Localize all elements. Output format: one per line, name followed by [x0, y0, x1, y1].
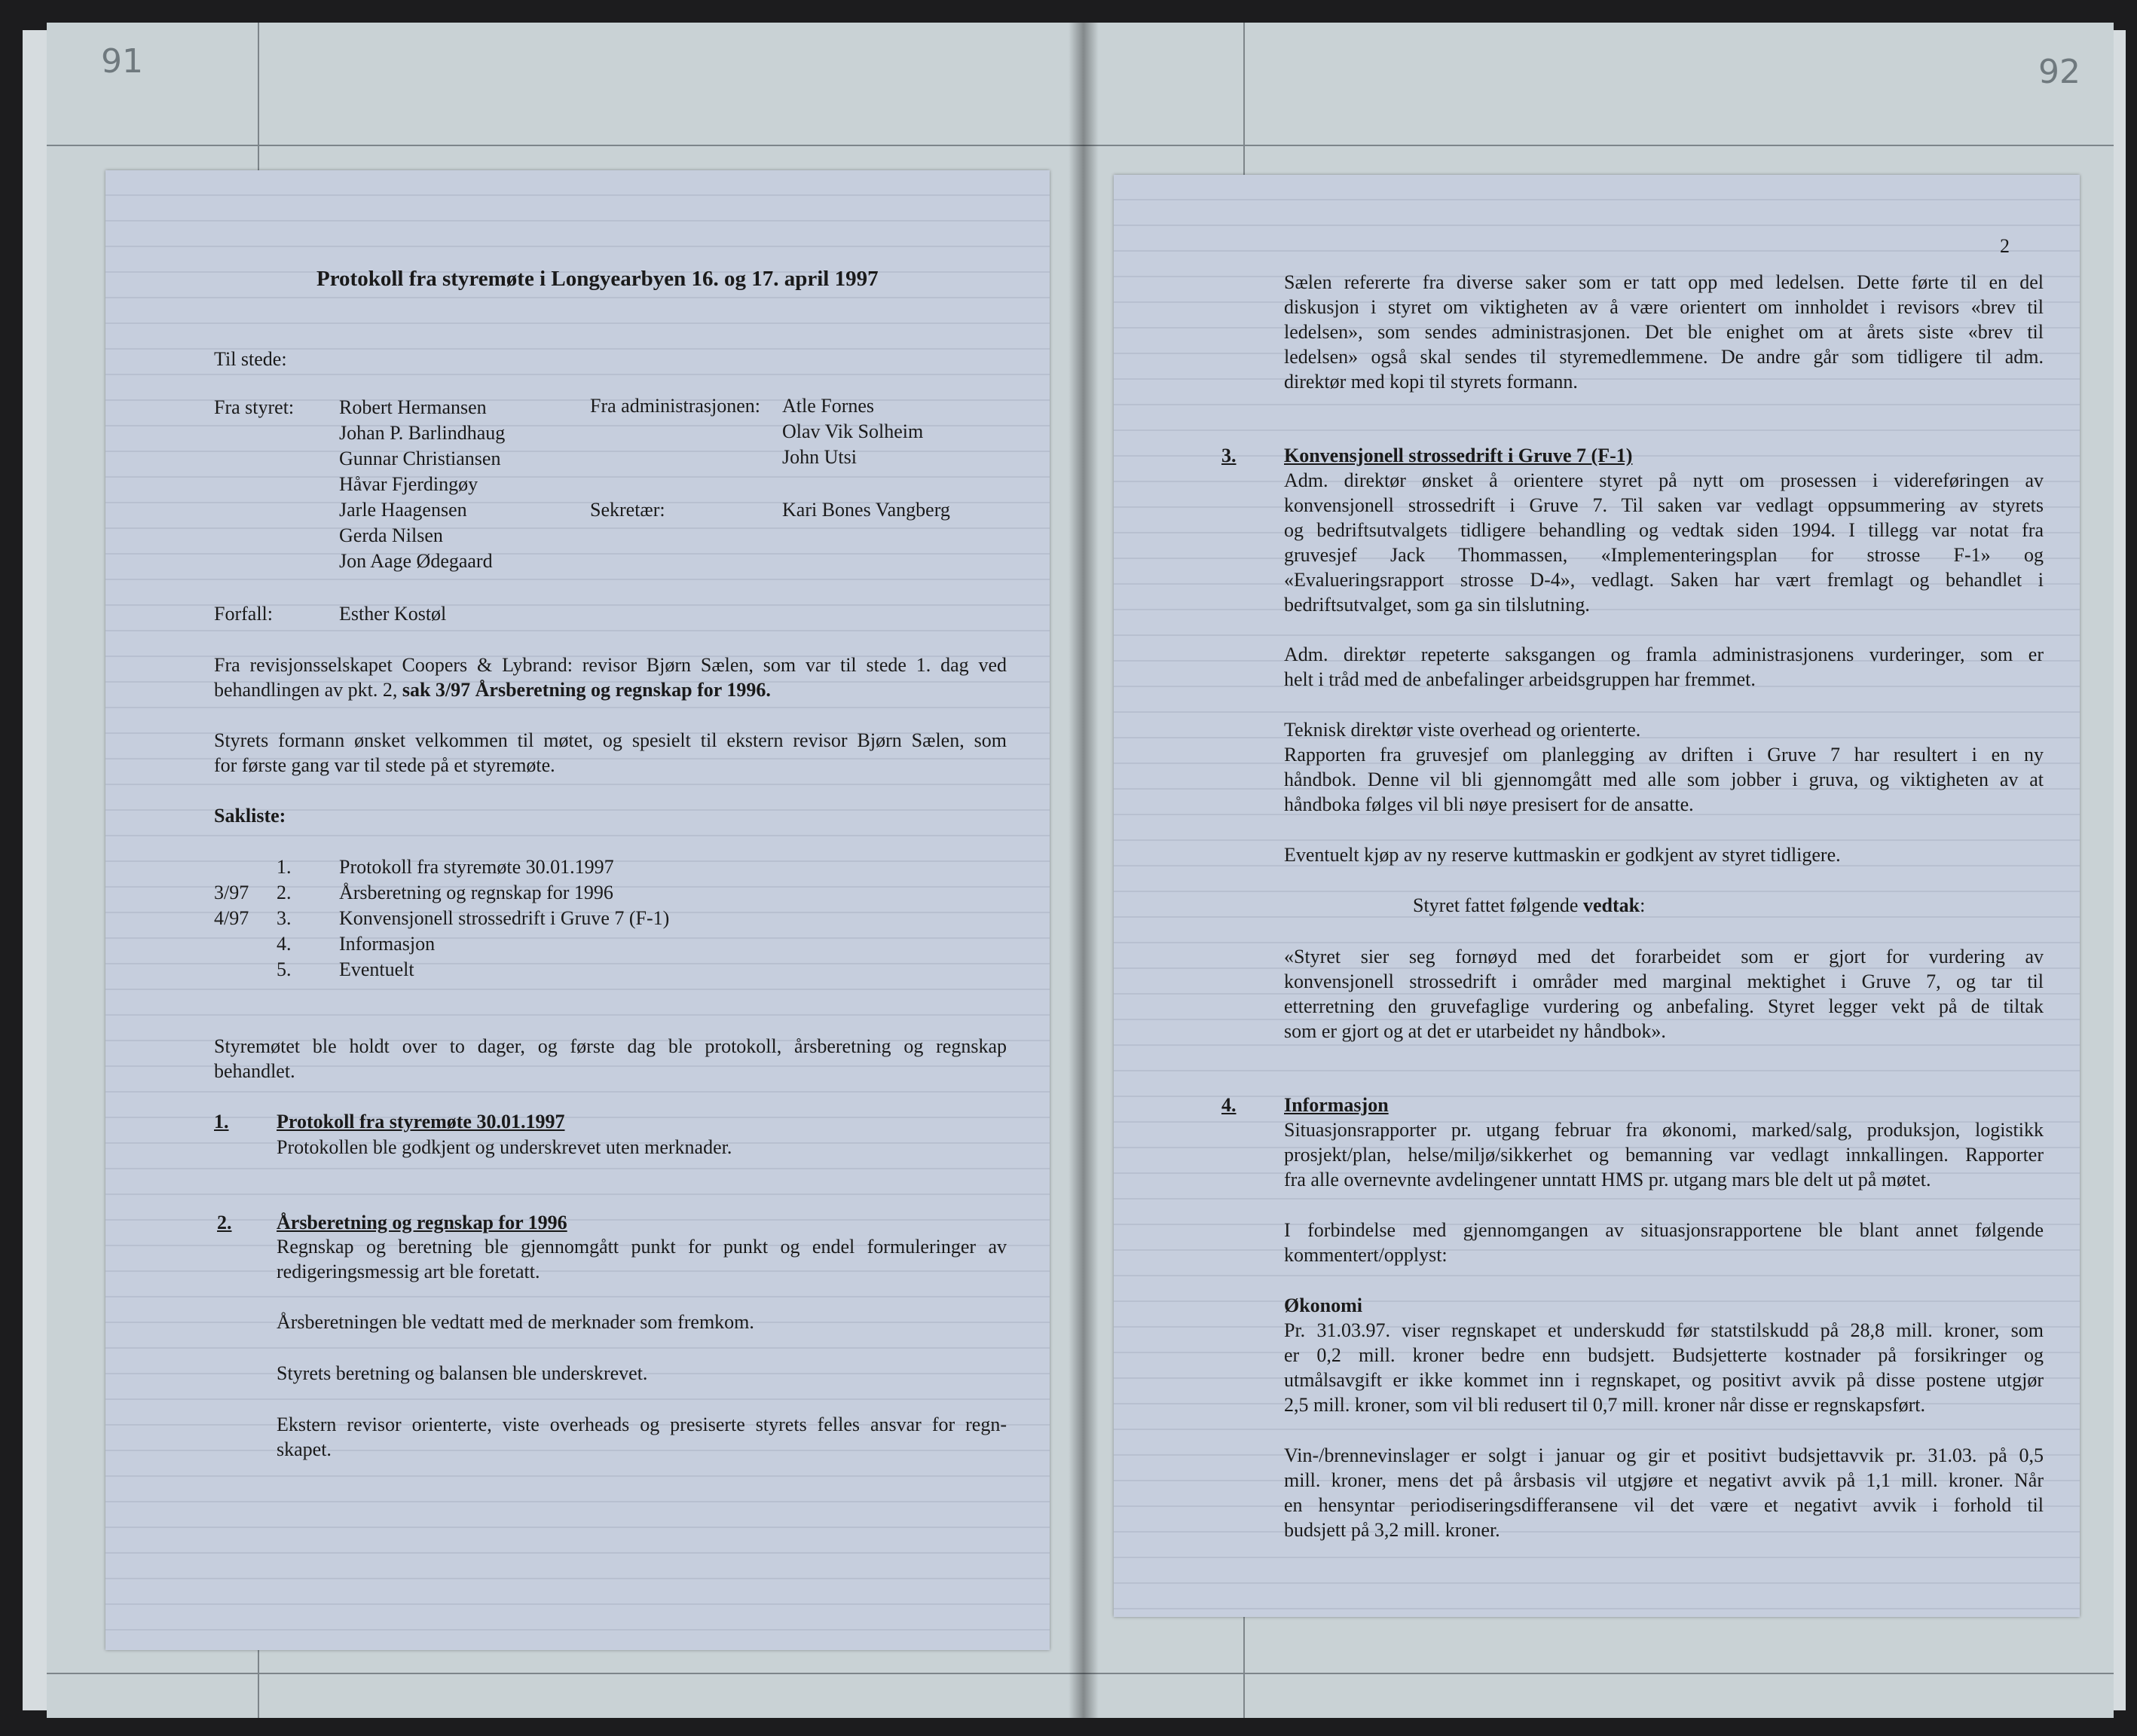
revisjon-text-bold: sak 3/97 Årsberetning og regnskap for 1996 [402, 679, 766, 701]
bottom-rule [47, 1673, 1083, 1674]
vedtak-text: «Styret sier seg fornøyd med det forarbeidet som er gjort for vurdering av [1284, 946, 2044, 967]
right-page-number: 92 [2038, 53, 2080, 91]
revisjon-text-plain: behandlingen av pkt. 2, [214, 679, 402, 701]
section-2-number: 2. [217, 1212, 232, 1233]
til-stede-label: Til stede: [214, 348, 287, 370]
okonomi-text: er 0,2 mill. kroner bedre enn budsjett. Budsjetterte kostnader på forsikringer og [1284, 1344, 2044, 1366]
styret-member: Gerda Nilsen [339, 524, 443, 546]
vedtak-text: etterretning den gruvefaglige vurdering og anbefaling. Styret legger vekt på de tiltak [1284, 995, 2044, 1017]
section-4-text: prosjekt/plan, helse/miljø/sikkerhet og bemanning var vedlagt innkallingen. Rapporter [1284, 1144, 2044, 1166]
section-3-text: gruvesjef Jack Thommassen, «Implementeringsplan for strosse F-1» og [1284, 544, 2044, 566]
admin-member: John Utsi [782, 446, 857, 468]
right-document-sheet [1114, 175, 2080, 1617]
section-2-text: Årsberetningen ble vedtatt med de merknader som fremkom. [277, 1311, 754, 1333]
okonomi-text: utmålsavgift er ikke kommet inn i regnskapet, og positivt avvik på disse postene utgjør [1284, 1369, 2044, 1391]
styret-member: Robert Hermansen [339, 396, 487, 418]
section-4-text: I forbindelse med gjennomgangen av situasjonsrapportene ble blant annet følgende [1284, 1219, 2044, 1241]
vedtak-intro [1413, 893, 1645, 918]
section-3-text: Adm. direktør ønsket å orientere styret på nytt om prosessen i videreføringen av [1284, 469, 2044, 491]
document-title: Protokoll fra styremøte i Longyearbyen 16. og 17. april 1997 [316, 267, 879, 291]
saksliste-text: Konvensjonell strossedrift i Gruve 7 (F-1) [339, 907, 670, 929]
section-2-title: Årsberetning og regnskap for 1996 [277, 1212, 567, 1233]
section-3-text: «Evalueringsrapport strosse D-4», vedlagt. Saken har vært fremlagt og behandlet i [1284, 569, 2044, 591]
styret-member: Jon Aage Ødegaard [339, 550, 493, 572]
fra-styret-label: Fra styret: [214, 396, 295, 418]
section-3-number: 3. [1221, 445, 1237, 466]
okonomi-text: en hensyntar periodiseringsdifferansene vil det være et negativt avvik i forhold til [1284, 1494, 2044, 1516]
section-4-number: 4. [1221, 1094, 1237, 1116]
vedtak-text: som er gjort og at det er utarbeidet ny håndbok». [1284, 1020, 1666, 1042]
section-4-text: Situasjonsrapporter pr. utgang februar fra økonomi, marked/salg, produksjon, logistikk [1284, 1119, 2044, 1141]
section-1-body: Protokollen ble godkjent og underskrevet uten merknader. [277, 1136, 732, 1158]
p1-line: ledelsen», som sendes administrasjonen. Det ble enighet om at årets siste «brev til [1284, 321, 2044, 343]
section-1-number: 1. [214, 1111, 229, 1132]
saksliste-nr: 3. [277, 907, 292, 929]
saksliste-text: Protokoll fra styremøte 30.01.1997 [339, 856, 614, 878]
section-3-text: Eventuelt kjøp av ny reserve kuttmaskin er godkjent av styret tidligere. [1284, 844, 1841, 866]
section-3-text: og bedriftsutvalgets tidligere behandling og vedtak siden 1994. I tillegg var notat fra [1284, 519, 2044, 541]
section-3-text: Rapporten fra gruvesjef om planlegging av driften i Gruve 7 har resultert i en ny [1284, 744, 2044, 766]
section-2-text: skapet. [277, 1438, 332, 1460]
revisjon-text-line2 [214, 677, 771, 703]
saksliste-label: Sakliste: [214, 805, 286, 827]
admin-label: Fra administrasjonen: [590, 395, 761, 417]
p1-line: direktør med kopi til styrets formann. [1284, 371, 1578, 393]
section-2-text: Ekstern revisor orienterte, viste overheads og presiserte styrets felles ansvar for regn- [277, 1414, 1007, 1435]
section-3-text: håndbok. Denne vil bli gjennomgått med alle som jobber i gruva, og viktigheten av at [1284, 769, 2044, 790]
left-document-sheet [105, 170, 1050, 1650]
vedtak-intro-text: Styret fattet følgende [1413, 894, 1583, 916]
okonomi-text: mill. kroner, mens det på årsbasis vil utgjøre et negativt avvik på 1,1 mill. kroner. Når [1284, 1469, 2044, 1491]
sekretaer-label: Sekretær: [590, 499, 665, 521]
saksliste-nr: 4. [277, 933, 292, 955]
p1-line: ledelsen» også skal sendes til styremedlemmene. De andre går som tidligere til adm. [1284, 346, 2044, 368]
velkommen-text: Styrets formann ønsket velkommen til møtet, og spesielt til ekstern revisor Bjørn Sælen, som [214, 729, 1007, 751]
okonomi-text: 2,5 mill. kroner, som vil bli redusert til 0,7 mill. kroner når disse er regnskapsført. [1284, 1394, 1926, 1416]
holdt-text: Styremøtet ble holdt over to dager, og første dag ble protokoll, årsberetning og regnskap [214, 1035, 1007, 1057]
section-1-title: Protokoll fra styremøte 30.01.1997 [277, 1111, 565, 1132]
saksliste-nr: 2. [277, 882, 292, 903]
section-2-text: Regnskap og beretning ble gjennomgått punkt for punkt og endel formuleringer av [277, 1236, 1007, 1258]
p1-line: diskusjon i styret om viktigheten av å være orientert om innholdet i revisors «brev til [1284, 296, 2044, 318]
section-4-text: fra alle overnevnte avdelingener unntatt HMS pr. utgang mars ble delt ut på møtet. [1284, 1169, 1931, 1190]
vedtak-text: konvensjonell strossedrift i områder med marginal mektighet i Gruve 7, og tar til [1284, 970, 2044, 992]
book-gutter [1068, 23, 1099, 1718]
section-3-text: konvensjonell strossedrift i Gruve 7. Til saken var vedlagt oppsummering av styrets [1284, 494, 2044, 516]
admin-member: Olav Vik Solheim [782, 420, 924, 442]
holdt-text-line2: behandlet. [214, 1060, 295, 1082]
section-3-text: bedriftsutvalget, som ga sin tilslutning. [1284, 594, 1590, 616]
top-rule [47, 145, 1083, 146]
okonomi-text: budsjett på 3,2 mill. kroner. [1284, 1519, 1500, 1541]
section-3-title: Konvensjonell strossedrift i Gruve 7 (F-1) [1284, 445, 1633, 466]
saksliste-text: Informasjon [339, 933, 436, 955]
saksliste-sak: 4/97 [214, 907, 249, 929]
admin-member: Atle Fornes [782, 395, 875, 417]
saksliste-text: Årsberetning og regnskap for 1996 [339, 882, 613, 903]
okonomi-text: Vin-/brennevinslager er solgt i januar og gir et positivt budsjettavvik pr. 31.03. på 0,5 [1284, 1444, 2044, 1466]
section-3-text: Teknisk direktør viste overhead og orienterte. [1284, 719, 1641, 741]
section-4-title: Informasjon [1284, 1094, 1389, 1116]
forfall-name: Esther Kostøl [339, 603, 447, 625]
okonomi-heading: Økonomi [1284, 1294, 1363, 1316]
section-3-text: helt i tråd med de anbefalinger arbeidsgruppen har fremmet. [1284, 668, 1756, 690]
p1-line: Sælen refererte fra diverse saker som er tatt opp med ledelsen. Dette førte til en del [1284, 271, 2044, 293]
styret-member: Gunnar Christiansen [339, 448, 501, 469]
saksliste-sak: 3/97 [214, 882, 249, 903]
vedtak-keyword: vedtak [1582, 894, 1640, 916]
section-4-text: kommentert/opplyst: [1284, 1244, 1448, 1266]
sekretaer-name: Kari Bones Vangberg [782, 499, 950, 521]
saksliste-nr: 1. [277, 856, 292, 878]
revisjon-text-period: . [766, 679, 771, 701]
vedtak-colon: : [1640, 894, 1646, 916]
styret-member: Håvar Fjerdingøy [339, 473, 478, 495]
revisjon-text: Fra revisjonsselskapet Coopers & Lybrand: revisor Bjørn Sælen, som var til stede 1. dag ved [214, 654, 1007, 676]
sheet-page-number: 2 [2000, 235, 2010, 257]
top-rule [1081, 145, 2114, 146]
section-3-text: håndboka følges vil bli nøye presisert for de ansatte. [1284, 793, 1694, 815]
section-3-text: Adm. direktør repeterte saksgangen og framla administrasjonens vurderinger, som er [1284, 643, 2044, 665]
velkommen-text-line2: for første gang var til stede på et styremøte. [214, 754, 555, 776]
saksliste-text: Eventuelt [339, 958, 414, 980]
section-2-text: Styrets beretning og balansen ble underskrevet. [277, 1362, 648, 1384]
bottom-rule [1081, 1673, 2114, 1674]
section-2-text: redigeringsmessig art ble foretatt. [277, 1261, 540, 1282]
left-page-number: 91 [101, 42, 143, 81]
styret-member: Johan P. Barlindhaug [339, 422, 506, 444]
styret-member: Jarle Haagensen [339, 499, 467, 521]
forfall-label: Forfall: [214, 603, 273, 625]
saksliste-nr: 5. [277, 958, 292, 980]
okonomi-text: Pr. 31.03.97. viser regnskapet et underskudd før statstilskudd på 28,8 mill. kroner, som [1284, 1319, 2044, 1341]
